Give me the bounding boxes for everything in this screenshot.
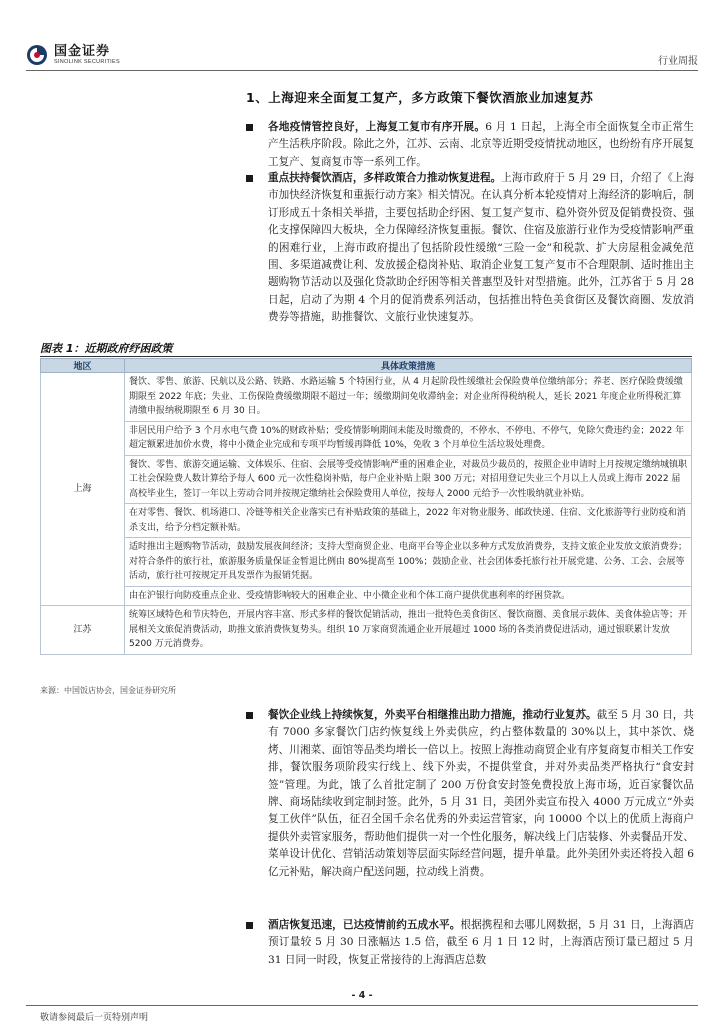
report-type-label: 行业周报 [658, 56, 698, 67]
bullet-square-icon [246, 124, 253, 131]
bullet-lead: 重点扶持餐饮酒店，多样政策合力推动恢复进程。 [268, 172, 502, 184]
figure-title: 图表 1：近期政府纾困政策 [40, 342, 173, 355]
bullet-square-icon [246, 712, 253, 719]
policy-cell: 餐饮、零售、旅游交通运输、文体娱乐、住宿、会展等受疫情影响严重的困难企业，对裁员少裁员的，按照企业申请时上月按规定缴纳城镇职工社会保险费人数计算给予每人 600 元一次性稳岗补贴，每户企业补贴上限 300 万元；对招用登记失业三个月以上人员或上海市 2022 届高校毕业生，签订一年以上劳动合同并按规定缴纳社会保险费用人单位，按每人 2000 元给予一次性吸纳就业补贴。 [125, 455, 692, 504]
bullet-body: 根据携程和去哪儿网数据，5 月 31 日，上海酒店预订量较 5 月 30 日涨幅达 1.5 倍，截至 6 月 1 日 12 时，上海酒店预订量已超过 5 月 31 日同一时段，恢复正常接待的上海酒店总数 [268, 919, 695, 966]
policy-table [40, 358, 692, 655]
region-cell-shanghai: 上海 [41, 373, 125, 606]
region-cell-jiangsu: 江苏 [41, 606, 125, 655]
table-row [41, 455, 692, 504]
figure-top-rule [40, 356, 692, 357]
bullet-body: 上海市政府于 5 月 29 日，介绍了《上海市加快经济恢复和重振行动方案》相关情况。在认真分析本轮疫情对上海经济的影响后，制订形成五十条相关举措，主要包括助企纾困、复工复产复市、稳外资外贸及促销费投资、强化支撑保障四大板块，全力保障经济恢复重振。餐饮、住宿及旅游行业作为受疫情影响严重的困难行业，上海市政府提出了包括阶段性缓缴“三险一金”和税款、扩大房屋租金减免范围、多渠道减费让利、发放援企稳岗补贴、取消企业复工复产复市不合理限制、适时推出主题购物节活动以及强化贷款助企纾困等相关普惠型及针对型措施。此外，江苏省于 5 月 28 日起，启动了为期 4 个月的促消费系列活动，包括推出特色美食街区及餐饮商圈、发放消费券等措施，助推餐饮、文旅行业快速复苏。 [268, 172, 694, 324]
bullet-square-icon [246, 175, 253, 182]
bullet-square-icon [246, 922, 253, 929]
column-header-measures: 具体政策措施 [125, 359, 692, 373]
bullet-lead: 各地疫情管控良好，上海复工复市有序开展。 [268, 121, 486, 133]
table-row [41, 606, 692, 655]
logo-chinese-name: 国金证券 [54, 43, 111, 59]
table-row [41, 586, 692, 606]
column-header-region: 地区 [41, 359, 125, 373]
footer-divider [26, 1005, 698, 1006]
header-divider [26, 70, 698, 71]
page-number: - 4 - [351, 990, 373, 1001]
figure-source: 来源：中国饭店协会，国金证券研究所 [40, 686, 176, 695]
bullet-paragraph [246, 170, 694, 327]
company-logo [26, 40, 136, 70]
table-row [41, 421, 692, 455]
footer-disclaimer: 敬请参阅最后一页特别声明 [40, 1013, 149, 1023]
bullet-paragraph [246, 707, 694, 881]
logo-english-name: SINOLINK SECURITIES [54, 58, 120, 65]
bullet-lead: 餐饮企业线上持续恢复，外卖平台相继推出助力措施，推动行业复苏。 [268, 709, 597, 721]
policy-cell: 适时推出主题购物节活动，鼓励发展夜间经济；支持大型商贸企业、电商平台等企业以多种方式发放消费券，支持文旅企业发放文旅消费券；对符合条件的旅行社，旅游服务质量保证金暂退比例由 80%提高至 100%；鼓励企业、社会团体委托旅行社开展党建、公务、工会、会展等活动，旅行社可按规定开具发票作为报销凭据。 [125, 538, 692, 587]
bullet-body: 截至 5 月 30 日，共有 7000 多家餐饮门店约恢复线上外卖供应，约占整体数量的 30%以上，其中茶饮、烧烤、川湘菜、面馆等品类均增长一倍以上。按照上海推动商贸企业有序复商复市相关工作安排，餐饮服务项阶段实行线上、线下外卖，不提供堂食，并对外卖品类严格执行“食安封签”管理。为此，饿了么首批定制了 200 万份食安封签免费投放上海市场，近百家餐饮品牌、商场陆续收到定制封签。此外，5 月 31 日，美团外卖宣布投入 4000 万元成立“外卖复工伙伴”队伍，征召全国千余名优秀的外卖运营管家，向 10000 个以上的优质上海商户提供外卖管家服务，帮助他们提供一对一个性化服务，解决线上门店装修、外卖餐品开发、菜单设计优化、营销活动策划等层面实际经营问题，提升单量。此外美团外卖还将投入超 6 亿元补贴，解决商户配送问题，拉动线上消费。 [268, 709, 694, 878]
table-row [41, 504, 692, 538]
policy-cell: 统筹区域特色和节庆特色，开展内容丰富、形式多样的餐饮促销活动，推出一批特色美食街区、餐饮商圈、美食展示载体、美食体验店等；开展相关文旅促消费活动，助推文旅消费恢复势头。组织 10 万家商贸流通企业开展超过 1000 场的各类消费促进活动，通过银联累计发放 5200 万元消费券。 [125, 606, 692, 655]
logo-mark-icon [26, 44, 48, 66]
bullet-lead: 酒店恢复迅速，已达疫情前约五成水平。 [268, 919, 461, 931]
table-header-row [41, 359, 692, 373]
policy-cell: 由在沪银行向防疫重点企业、受疫情影响较大的困难企业、中小微企业和个体工商户提供优惠利率的纾困贷款。 [125, 586, 692, 606]
page-header [0, 0, 724, 78]
bullet-body: 6 月 1 日起，上海全市全面恢复全市正常生产生活秩序阶段。除此之外，江苏、云南、北京等近期受疫情扰动地区，也纷纷有序开展复工复产、复商复市等一系列工作。 [268, 121, 694, 168]
section-title: 1、上海迎来全面复工复产，多方政策下餐饮酒旅业加速复苏 [246, 90, 594, 105]
table-row [41, 373, 692, 422]
policy-cell: 餐饮、零售、旅游、民航以及公路、铁路、水路运输 5 个特困行业，从 4 月起阶段性缓缴社会保险费单位缴纳部分；养老、医疗保险费缓缴期限至 2022 年底；失业、工伤保险费缓缴期限不超过一年；缓缴期间免收滞纳金；对企业所得税纳税人，延长 2021 年度企业所得税汇算清缴申报纳税期限至 6 月 30 日。 [125, 373, 692, 422]
policy-cell: 非居民用户给予 3 个月水电气费 10%的财政补贴；受疫情影响期间未能及时缴费的，不停水、不停电、不停气，免除欠费违约金；2022 年超定额累进加价水费，将中小微企业完成和专项平均暂缓再降低 10%，免收 3 个月单位生活垃圾处理费。 [125, 421, 692, 455]
policy-cell: 在对零售、餐饮、机场港口、冷链等相关企业落实已有补贴政策的基础上，2022 年对物业服务、邮政快递、住宿、文化旅游等行业防疫和消杀支出，给予分档定额补贴。 [125, 504, 692, 538]
table-row [41, 538, 692, 587]
bullet-paragraph [246, 119, 694, 171]
bullet-paragraph [246, 917, 694, 969]
